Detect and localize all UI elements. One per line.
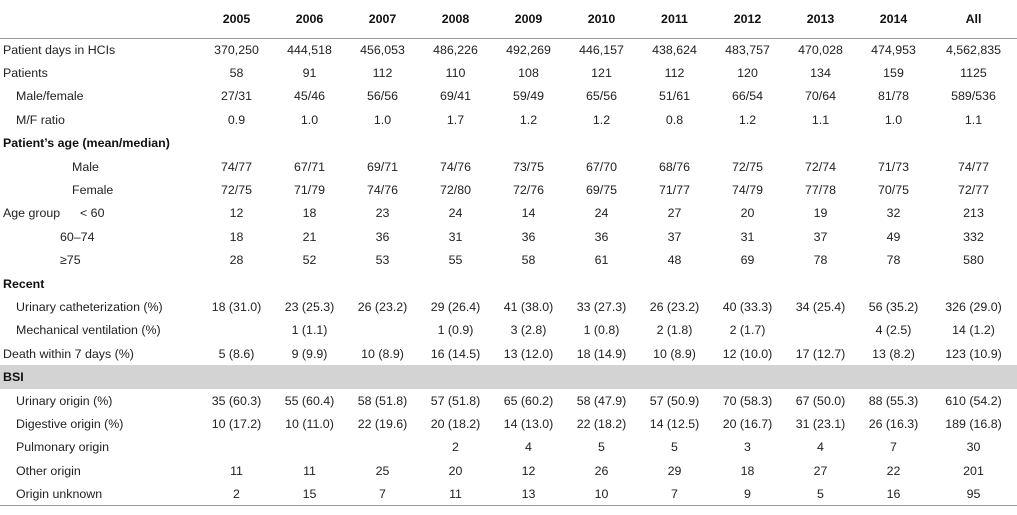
table-cell: 16 xyxy=(857,482,930,505)
table-cell: 78 xyxy=(886,253,901,268)
table-cell: 72/77 xyxy=(957,183,989,198)
table-cell: 18 (31.0) xyxy=(211,299,262,314)
table-cell: 27/31 xyxy=(220,89,252,104)
table-cell: 74/79 xyxy=(731,183,763,198)
header-year: 2007 xyxy=(346,0,419,38)
table-cell: 3 (2.8) xyxy=(510,323,547,338)
table-cell: 1 (0.9) xyxy=(437,323,474,338)
header-year: 2010 xyxy=(565,0,638,38)
table-row xyxy=(0,155,1017,178)
table-cell: 69 xyxy=(740,253,755,268)
table-cell: 18 xyxy=(302,206,317,221)
table-cell: 25 xyxy=(375,463,390,478)
table-row xyxy=(0,85,1017,108)
table-cell: 57 (51.8) xyxy=(430,393,481,408)
table-cell: 20 (16.7) xyxy=(722,416,773,431)
section-label: Patient’s age (mean/median) xyxy=(3,136,170,151)
table-cell: 13 (12.0) xyxy=(503,346,554,361)
table-cell: 7 xyxy=(346,482,419,505)
table-cell: 7 xyxy=(890,440,897,455)
table-cell: 1.0 xyxy=(300,112,319,127)
table-cell: 470,028 xyxy=(798,42,843,57)
table-cell: 108 xyxy=(518,66,539,81)
table-cell: 446,157 xyxy=(579,42,624,57)
table-cell: 12 xyxy=(521,463,536,478)
table-cell: 21 xyxy=(302,229,317,244)
table-cell: 1 (0.8) xyxy=(583,323,620,338)
table-cell: 58 (51.8) xyxy=(357,393,408,408)
header-year: 2014 xyxy=(857,0,930,38)
table-cell: 73/75 xyxy=(512,159,544,174)
table-cell: 19 xyxy=(813,206,828,221)
table-cell: 67/70 xyxy=(585,159,617,174)
table-cell: 74/77 xyxy=(220,159,252,174)
table-cell: 66/54 xyxy=(731,89,763,104)
table-cell: 112 xyxy=(664,66,685,81)
table-cell: 580 xyxy=(963,253,984,268)
table-cell: 74/76 xyxy=(366,183,398,198)
table-cell: 1.7 xyxy=(446,112,465,127)
table-row xyxy=(0,412,1017,435)
table-cell: 58 xyxy=(229,66,244,81)
row-label: Digestive origin (%) xyxy=(16,416,124,431)
table-cell: 69/75 xyxy=(585,183,617,198)
table-cell: 5 xyxy=(784,482,857,505)
table-cell: 14 xyxy=(521,206,536,221)
table-cell: 72/76 xyxy=(512,183,544,198)
table-row xyxy=(0,178,1017,201)
table-cell: 486,226 xyxy=(433,42,478,57)
header-year: 2005 xyxy=(200,0,273,38)
row-label: Female xyxy=(72,183,114,198)
table-cell: 59/49 xyxy=(512,89,544,104)
table-cell: 61 xyxy=(594,253,609,268)
table-cell: 1.2 xyxy=(592,112,611,127)
row-label: Male xyxy=(72,159,99,174)
table-cell: 67 (50.0) xyxy=(795,393,846,408)
table-cell: 18 xyxy=(740,463,755,478)
table-cell: 4 (2.5) xyxy=(875,323,912,338)
table-cell: 56/56 xyxy=(366,89,398,104)
header-year: 2011 xyxy=(638,0,711,38)
table-cell: 36 xyxy=(594,229,609,244)
row-label: Male/female xyxy=(16,89,84,104)
table-cell: 4 xyxy=(525,440,532,455)
section-row-bsi xyxy=(0,365,1017,388)
table-cell: 70/75 xyxy=(877,183,909,198)
header-all: All xyxy=(930,0,1017,38)
table-cell: 23 (25.3) xyxy=(284,299,335,314)
table-row xyxy=(0,38,1017,61)
header-year: 2012 xyxy=(711,0,784,38)
table-cell: 2 (1.7) xyxy=(729,323,766,338)
table-row xyxy=(0,202,1017,225)
table-cell: 10 (17.2) xyxy=(211,416,262,431)
table-cell: 70 (58.3) xyxy=(722,393,773,408)
table-cell: 1 (1.1) xyxy=(291,323,328,338)
table-cell: 68/76 xyxy=(658,159,690,174)
table-cell: 15 xyxy=(273,482,346,505)
table-cell: 5 xyxy=(598,440,605,455)
table-cell: 110 xyxy=(445,66,466,81)
table-cell: 36 xyxy=(521,229,536,244)
table-cell: 67/71 xyxy=(293,159,325,174)
table-cell: 31 xyxy=(740,229,755,244)
table-cell: 1.0 xyxy=(884,112,903,127)
row-label: Origin unknown xyxy=(0,482,200,505)
row-label xyxy=(0,202,200,225)
table-cell: 444,518 xyxy=(287,42,332,57)
table-cell: 71/73 xyxy=(877,159,909,174)
table-cell: 10 (8.9) xyxy=(361,346,404,361)
row-label: ≥75 xyxy=(60,253,81,268)
table-cell: 29 xyxy=(667,463,682,478)
table-cell: 13 xyxy=(492,482,565,505)
table-cell: 3 xyxy=(744,440,751,455)
table-row xyxy=(0,459,1017,482)
table-cell: 91 xyxy=(302,66,317,81)
table-cell: 589/536 xyxy=(951,89,996,104)
table-cell: 213 xyxy=(963,206,984,221)
table-row xyxy=(0,108,1017,131)
table-cell: 2 xyxy=(452,440,459,455)
table-cell: 77/78 xyxy=(804,183,836,198)
table-cell xyxy=(346,436,419,459)
row-label: Death within 7 days (%) xyxy=(3,346,134,361)
table-cell: 72/74 xyxy=(804,159,836,174)
table-cell: 1.0 xyxy=(373,112,392,127)
table-cell: 36 xyxy=(375,229,390,244)
header-blank xyxy=(0,0,200,38)
table-row xyxy=(0,249,1017,272)
table-cell: 35 (60.3) xyxy=(211,393,262,408)
table-cell xyxy=(200,436,273,459)
table-cell: 22 (19.6) xyxy=(357,416,408,431)
table-cell: 17 (12.7) xyxy=(795,346,846,361)
row-label: Pulmonary origin xyxy=(16,440,109,455)
section-label: BSI xyxy=(0,365,1017,388)
table-cell xyxy=(273,436,346,459)
table-cell: 58 (47.9) xyxy=(576,393,627,408)
table-cell: 74/77 xyxy=(957,159,989,174)
table-cell: 4 xyxy=(817,440,824,455)
table-cell: 71/77 xyxy=(658,183,690,198)
table-cell: 4,562,835 xyxy=(945,42,1002,57)
table-cell: 40 (33.3) xyxy=(722,299,773,314)
table-cell: 56 (35.2) xyxy=(868,299,919,314)
table-cell: 134 xyxy=(810,66,831,81)
table-cell: 18 xyxy=(229,229,244,244)
table-cell: 492,269 xyxy=(506,42,551,57)
table-cell: 13 (8.2) xyxy=(872,346,915,361)
table-cell: 1.2 xyxy=(519,112,538,127)
table-cell: 29 (26.4) xyxy=(430,299,481,314)
table-cell: 123 (10.9) xyxy=(945,346,1002,361)
table-cell: 12 (10.0) xyxy=(722,346,773,361)
section-row xyxy=(0,272,1017,295)
table-cell: 58 xyxy=(521,253,536,268)
table-cell: 20 xyxy=(448,463,463,478)
table-cell: 31 (23.1) xyxy=(795,416,846,431)
table-cell: 7 xyxy=(638,482,711,505)
table-cell: 55 xyxy=(448,253,463,268)
table-cell: 438,624 xyxy=(652,42,697,57)
header-year: 2013 xyxy=(784,0,857,38)
section-row xyxy=(0,132,1017,155)
table-cell: 72/80 xyxy=(439,183,471,198)
table-cell: 27 xyxy=(667,206,682,221)
table-cell: 70/64 xyxy=(804,89,836,104)
table-cell: 45/46 xyxy=(293,89,325,104)
table-cell: 26 (16.3) xyxy=(868,416,919,431)
table-cell: 201 xyxy=(963,463,984,478)
table-cell: 14 (1.2) xyxy=(952,323,995,338)
row-label: Patients xyxy=(3,66,48,81)
table-cell: 57 (50.9) xyxy=(649,393,700,408)
age-group-label: Age group xyxy=(3,206,61,221)
table-cell: 14 (13.0) xyxy=(503,416,554,431)
table-cell: 326 (29.0) xyxy=(945,299,1002,314)
table-cell: 51/61 xyxy=(658,89,690,104)
table-cell: 37 xyxy=(813,229,828,244)
table-cell: 5 (8.6) xyxy=(218,346,255,361)
table-cell: 72/75 xyxy=(731,159,763,174)
table-cell: 20 (18.2) xyxy=(430,416,481,431)
header-row xyxy=(0,0,1017,38)
table-cell: 18 (14.9) xyxy=(576,346,627,361)
table-cell: 10 (11.0) xyxy=(285,416,334,431)
table-cell: 474,953 xyxy=(871,42,916,57)
table-cell: 5 xyxy=(671,440,678,455)
table-cell: 69/41 xyxy=(439,89,471,104)
table-cell: 26 (23.2) xyxy=(649,299,700,314)
table-cell: 22 xyxy=(886,463,901,478)
table-cell: 78 xyxy=(813,253,828,268)
table-cell: 189 (16.8) xyxy=(945,416,1002,431)
table-cell: 95 xyxy=(930,482,1017,505)
table-row xyxy=(0,61,1017,84)
table-cell: 120 xyxy=(737,66,758,81)
table-cell xyxy=(346,319,419,342)
table-cell: 53 xyxy=(375,253,390,268)
table-row xyxy=(0,319,1017,342)
row-label: Patient days in HCIs xyxy=(3,42,116,57)
table-cell: 11 xyxy=(303,463,316,478)
table-cell: 28 xyxy=(229,253,244,268)
header-year: 2009 xyxy=(492,0,565,38)
table-cell: 11 xyxy=(419,482,492,505)
table-cell: 30 xyxy=(966,440,981,455)
table-cell: 69/71 xyxy=(366,159,398,174)
table-cell: 23 xyxy=(375,206,390,221)
header-year: 2006 xyxy=(273,0,346,38)
table-cell: 74/76 xyxy=(439,159,471,174)
row-label: M/F ratio xyxy=(16,112,65,127)
table-cell: 456,053 xyxy=(360,42,405,57)
table-cell: 14 (12.5) xyxy=(649,416,700,431)
row-label: 60–74 xyxy=(60,229,95,244)
table-cell: 65 (60.2) xyxy=(503,393,554,408)
table-row xyxy=(0,295,1017,318)
table-cell: 370,250 xyxy=(214,42,259,57)
table-cell: 24 xyxy=(448,206,463,221)
table-cell: 483,757 xyxy=(725,42,770,57)
row-label: Mechanical ventilation (%) xyxy=(16,323,161,338)
table-cell: 65/56 xyxy=(585,89,617,104)
table-cell: 11 xyxy=(230,463,243,478)
table-cell: 2 (1.8) xyxy=(656,323,693,338)
table-row xyxy=(0,436,1017,459)
table-cell: 2 xyxy=(200,482,273,505)
table-row xyxy=(0,342,1017,365)
table-row xyxy=(0,482,1017,505)
table-cell: 31 xyxy=(448,229,463,244)
table-cell: 55 (60.4) xyxy=(284,393,335,408)
table-cell: 81/78 xyxy=(877,89,909,104)
table-cell: 22 (18.2) xyxy=(576,416,627,431)
row-label: Urinary catheterization (%) xyxy=(16,299,163,314)
table-cell: 10 (8.9) xyxy=(653,346,696,361)
table-row xyxy=(0,389,1017,412)
table-cell: 32 xyxy=(886,206,901,221)
table-cell: 72/75 xyxy=(220,183,252,198)
table-cell: 33 (27.3) xyxy=(576,299,627,314)
table-cell: 9 (9.9) xyxy=(291,346,328,361)
table-cell: 10 xyxy=(565,482,638,505)
table-cell: 88 (55.3) xyxy=(868,393,919,408)
table-cell: 159 xyxy=(883,66,904,81)
table-cell: 26 xyxy=(594,463,609,478)
table-cell: 112 xyxy=(372,66,393,81)
table-cell: 1.1 xyxy=(964,112,983,127)
table-cell: 12 xyxy=(229,206,244,221)
age-group-sublabel: < 60 xyxy=(80,206,105,221)
table-cell: 71/79 xyxy=(293,183,325,198)
table-cell: 1.2 xyxy=(738,112,757,127)
table-cell: 0.8 xyxy=(665,112,684,127)
row-label: Urinary origin (%) xyxy=(16,393,113,408)
table-cell: 37 xyxy=(667,229,682,244)
table-cell: 0.9 xyxy=(227,112,246,127)
table-cell: 610 (54.2) xyxy=(945,393,1002,408)
table-cell: 52 xyxy=(302,253,317,268)
table-cell: 20 xyxy=(740,206,755,221)
table-cell xyxy=(200,319,273,342)
table-cell: 1125 xyxy=(960,66,987,81)
table-cell: 9 xyxy=(711,482,784,505)
table-cell: 26 (23.2) xyxy=(357,299,408,314)
section-label: Recent xyxy=(3,276,45,291)
row-label: Other origin xyxy=(16,463,81,478)
table-cell: 16 (14.5) xyxy=(430,346,481,361)
table-cell: 121 xyxy=(591,66,612,81)
table-cell: 49 xyxy=(886,229,901,244)
table-cell: 332 xyxy=(963,229,984,244)
table-cell: 48 xyxy=(667,253,682,268)
header-year: 2008 xyxy=(419,0,492,38)
table-cell: 1.1 xyxy=(811,112,830,127)
table-cell xyxy=(784,319,857,342)
table-cell: 41 (38.0) xyxy=(503,299,554,314)
table-row xyxy=(0,225,1017,248)
table-cell: 24 xyxy=(594,206,609,221)
table-cell: 34 (25.4) xyxy=(795,299,846,314)
table-cell: 27 xyxy=(813,463,828,478)
